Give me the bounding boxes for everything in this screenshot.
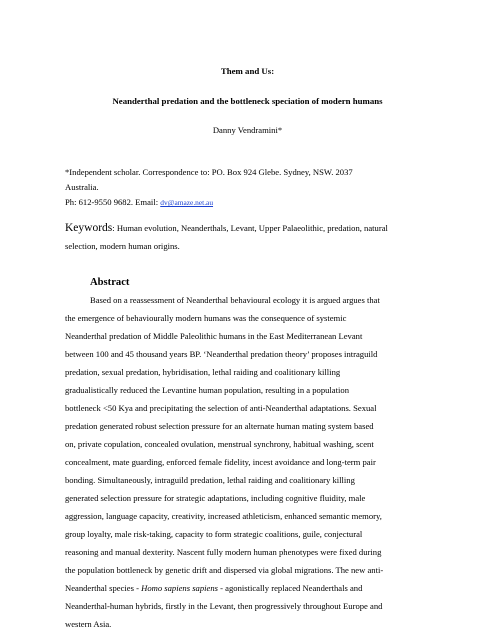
affiliation-line-2: Australia. <box>65 182 99 192</box>
abstract-line: concealment, mate guarding, enforced female fidelity, incest avoidance and long-term pair <box>65 457 376 467</box>
species-suffix: - agonistically replaced Neanderthals and <box>218 583 363 593</box>
abstract-line: predation, sexual predation, hybridisation, lethal raiding and coalitionary killing <box>65 367 341 377</box>
email-link[interactable]: dv@amaze.net.au <box>160 198 214 207</box>
abstract-line: between 100 and 45 thousand years BP. ‘Neanderthal predation theory’ proposes intraguild <box>65 349 378 359</box>
abstract-line: Based on a reassessment of Neanderthal behavioural ecology it is argued argues that <box>90 295 380 305</box>
title-line-2: Neanderthal predation and the bottleneck speciation of modern humans <box>112 96 383 106</box>
keywords-label: Keywords <box>65 222 113 234</box>
species-name: Homo sapiens sapiens <box>141 583 218 593</box>
keywords-text: : Human evolution, Neanderthals, Levant, Upper Palaeolithic, predation, natural <box>112 223 388 233</box>
abstract-line <box>65 583 362 594</box>
abstract-line: bottleneck <50 Kya and precipitating the selection of anti-Neanderthal adaptations. Sexual <box>65 403 377 413</box>
abstract-line: aggression, language capacity, creativity, increased athleticism, enhanced semantic memory, <box>65 511 382 521</box>
contact-line <box>65 197 213 208</box>
author: Danny Vendramini* <box>212 125 283 135</box>
phone-text: Ph: 612-9550 9682. Email: <box>65 197 161 207</box>
species-prefix: Neanderthal species - <box>65 583 142 593</box>
abstract-line: Neanderthal predation of Middle Paleolithic humans in the East Mediterranean Levant <box>65 331 363 341</box>
abstract-line: generated selection pressure for strategic adaptations, including cognitive fluidity, male <box>65 493 366 503</box>
abstract-line: western Asia. <box>65 619 112 629</box>
abstract-line: bonding. Simultaneously, intraguild predation, lethal raiding and coalitionary killing <box>65 475 355 485</box>
keywords-line-2: selection, modern human origins. <box>65 241 180 251</box>
affiliation-line-1: *Independent scholar. Correspondence to: PO. Box 924 Glebe. Sydney, NSW. 2037 <box>65 167 353 177</box>
abstract-line: the population bottleneck by genetic drift and dispersed via global migrations. The new anti- <box>65 565 384 575</box>
abstract-line: Neanderthal-human hybrids, firstly in the Levant, then progressively throughout Europe and <box>65 601 383 611</box>
abstract-line: gradualistically reduced the Levantine human population, resulting in a population <box>65 385 349 395</box>
keywords-line-1 <box>65 223 388 234</box>
abstract-line: reasoning and manual dexterity. Nascent fully modern human phenotypes were fixed during <box>65 547 382 557</box>
title-line-1: Them and Us: <box>220 66 275 76</box>
abstract-heading: Abstract <box>90 277 130 288</box>
abstract-line: the emergence of behaviourally modern humans was the consequence of systemic <box>65 313 347 323</box>
abstract-line: predation generated robust selection pressure for an alternate human mating system based <box>65 421 374 431</box>
abstract-line: group loyalty, male risk-taking, capacity to form strategic coalitions, guile, conjectural <box>65 529 363 539</box>
abstract-line: on, private copulation, concealed ovulation, menstrual synchrony, habitual washing, scent <box>65 439 374 449</box>
